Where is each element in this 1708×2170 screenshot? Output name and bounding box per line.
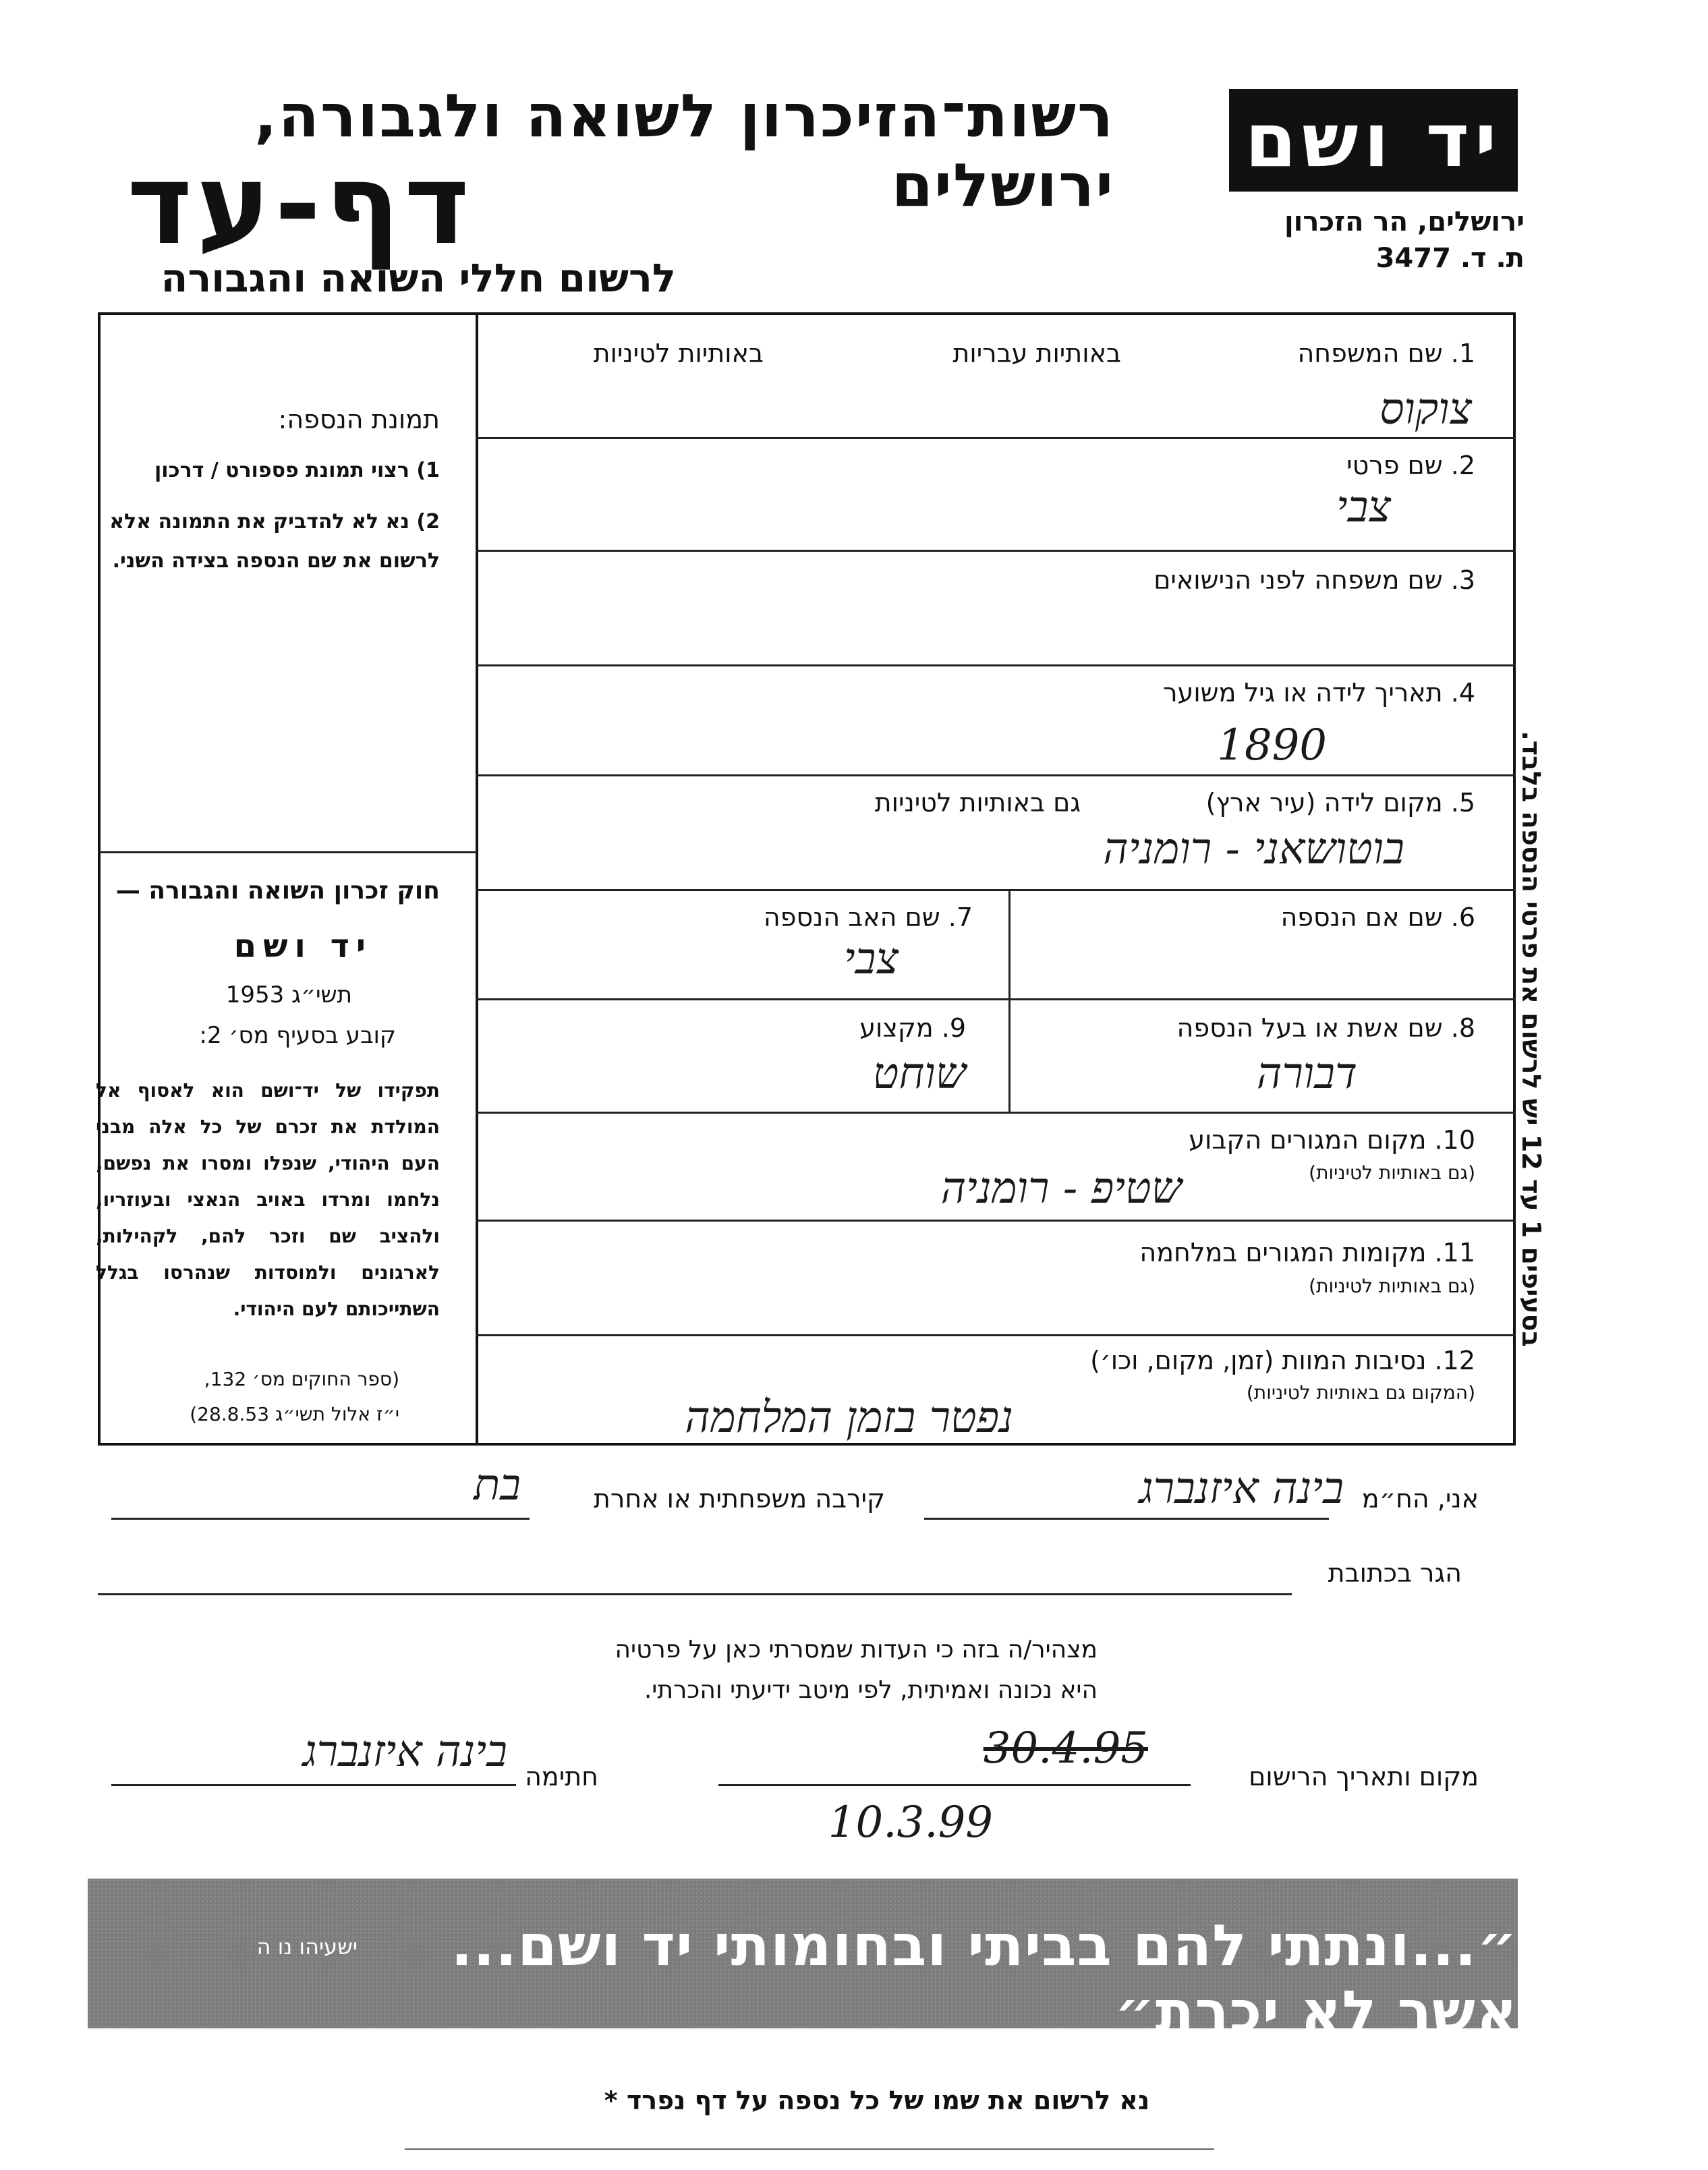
law-ref-1: (ספר החוקים מס׳ 132, [204,1368,399,1390]
signature-line [111,1784,516,1786]
date-value-struck: 30.4.95 [983,1723,1148,1773]
signature-value[interactable]: בינה איזנברג [302,1727,507,1777]
declarant-line [924,1518,1329,1520]
photo-note-1: 1) רצוי תמונת פספורט / דרכון [154,459,440,482]
field-10-label: 10. מקום המגורים הקבוע [1189,1125,1475,1155]
row-divider [476,1220,1516,1222]
field-1-hebrew-column: באותיות עבריות [952,339,1121,368]
yad-vashem-logo: יד ושם [1229,89,1518,192]
field-2-value[interactable]: צבי [1336,482,1391,532]
field-9-label: 9. מקצוע [859,1013,966,1043]
form-title: דף-עד [127,140,474,269]
date-label: מקום ותאריך הרישום [1249,1762,1479,1792]
column-divider [476,312,478,1446]
row-divider [476,1112,1516,1114]
law-name: יד ושם [233,927,372,965]
field-11-label: 11. מקומות המגורים במלחמה [1139,1238,1475,1267]
field-9-value[interactable]: שוחט [872,1049,966,1099]
signature-label: חתימה [525,1762,598,1792]
row-divider [476,437,1516,439]
law-text: תפקידו של יד־ושם הוא לאסוף אל המולדת את זכרם של כל אלה מבני העם היהודי, שנפלו ומסרו את נפשם, נלחמו ומרדו באויב הנאצי ובעוזריו, ולהציב שם וזכר להם, לקהילות, לארגונים ולמוסדות שנהרסו בגלל השתייכותם לעם היהודי. [96,1079,440,1320]
row-divider [476,664,1516,666]
relation-label: קירבה משפחתית או אחרת [593,1484,885,1514]
law-section: קובע בסעיף מס׳ 2: [199,1022,396,1049]
address-line [98,1593,1292,1595]
statement-line-2: היא נכונה ואמיתית, לפי מיטב ידיעתי והכרתי. [644,1676,1098,1704]
row-divider [476,550,1516,552]
field-5-latin-note: גם באותיות לטיניות [874,788,1081,818]
field-8-label: 8. שם אשת או בעל הנספה [1176,1013,1475,1043]
quote-banner [88,1879,1518,2045]
footer-note: נא לרשום את שמו של כל נספה על דף נפרד * [604,2086,1150,2115]
row-divider [476,889,1516,891]
field-12-note: (המקום גם באותיות לטיניות) [1246,1381,1475,1404]
field-5-label: 5. מקום לידה (עיר ארץ) [1205,788,1475,818]
row-divider [476,998,1516,1000]
field-4-value[interactable]: 1890 [1217,720,1327,770]
quote-text: ״...ונתתי להם בביתי ובחומותי יד ושם... אשר לא יכרת״ [451,1912,1518,2045]
law-ref-2: י״ז אלול תשי״ג 28.8.53) [190,1403,399,1425]
field-7-value[interactable]: צבי [843,934,899,984]
declarant-name[interactable]: בינה איזנברג [1139,1464,1344,1514]
field-7-label: 7. שם האב הנספה [763,903,973,932]
photo-title: תמונת הנספה: [278,405,440,434]
field-3-label: 3. שם משפחה לפני הנישואים [1154,565,1475,595]
field-1-value[interactable]: צוקוס [1379,384,1472,434]
side-note: בסעיפים 1 עד 12 יש לרשום את פרטי הנספה בלבד. [1516,731,1546,1347]
form-subtitle: לרשום חללי השואה והגבורה [161,255,676,301]
declarant-label: אני, הח״מ [1361,1484,1479,1514]
relation-value[interactable]: בת [474,1460,521,1510]
field-12-value[interactable]: נפטר בזמן המלחמה [685,1393,1013,1443]
split-divider [1008,889,1010,1112]
field-5-value[interactable]: בוטושאני - רומניה [1103,824,1404,874]
field-8-value[interactable]: דבורה [1256,1049,1357,1099]
field-10-value[interactable]: שטיפ - רומניה [940,1164,1182,1214]
address-line-2: ת. ד. 3477 [1375,243,1525,274]
date-line [718,1784,1191,1786]
bottom-rule [405,2148,1214,2150]
left-divider [98,851,477,853]
org-title: רשות־הזיכרון לשואה ולגבורה, ירושלים [254,81,1114,220]
law-year: תשי״ג 1953 [225,981,352,1008]
statement-line-1: מצהיר/ה בזה כי העדות שמסרתי כאן על פרטיה [615,1636,1098,1663]
field-1-label: 1. שם המשפחה [1297,339,1475,368]
field-10-note: (גם באותיות לטיניות) [1309,1162,1475,1184]
photo-note-2: 2) נא לא להדביק את התמונה אלא לרשום את שם הנספה בצידה השני. [109,510,440,573]
field-11-note: (גם באותיות לטיניות) [1309,1275,1475,1297]
field-2-label: 2. שם פרטי [1346,451,1475,480]
address-label: הגר בכתובת [1328,1558,1462,1588]
law-heading: חוק זכרון השואה והגבורה — [115,877,440,905]
field-12-label: 12. נסיבות המוות (זמן, מקום, וכו׳) [1090,1346,1475,1375]
row-divider [476,1334,1516,1336]
row-divider [476,774,1516,776]
address-line-1: ירושלים, הר הזכרון [1284,206,1525,237]
relation-line [111,1518,530,1520]
field-1-latin-column: באותיות לטיניות [593,339,764,368]
field-4-label: 4. תאריך לידה או גיל משוער [1163,678,1475,708]
quote-source: ישעיהו נו ה [256,1934,358,1960]
date-value[interactable]: 10.3.99 [828,1798,993,1848]
field-6-label: 6. שם אם הנספה [1280,903,1475,932]
